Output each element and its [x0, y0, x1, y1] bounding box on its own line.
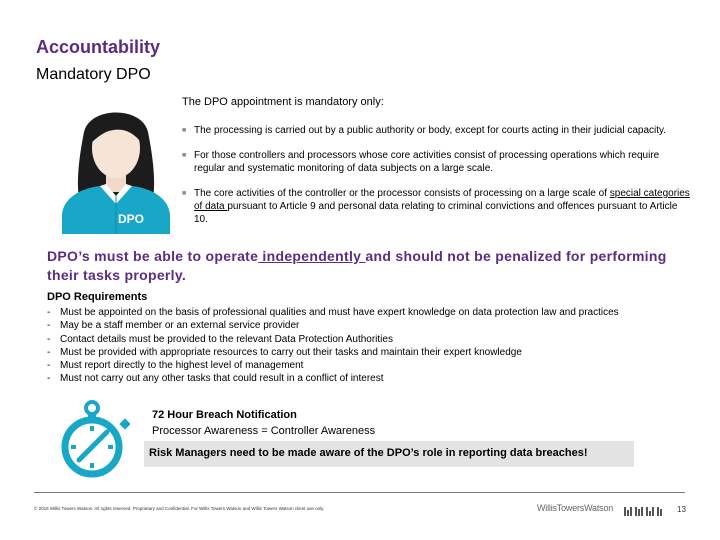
slide-subtitle: Mandatory DPO — [36, 66, 151, 83]
banner-text: Risk Managers need to be made aware of the DPO’s role in reporting data breaches! — [149, 447, 588, 459]
requirements-heading: DPO Requirements — [47, 291, 148, 303]
risk-managers-banner — [144, 441, 634, 467]
brand-mark-icon — [624, 503, 664, 512]
stopwatch-icon — [55, 400, 130, 480]
list-item: - Must be provided with appropriate resources to carry out their tasks and maintain their expert knowledge — [47, 346, 522, 358]
list-item: ■ The processing is carried out by a public authority or body, except for courts acting in their judicial capacity. — [182, 125, 667, 136]
dpo-label: DPO — [118, 212, 145, 226]
page-number: 13 — [677, 505, 686, 514]
footer-divider — [34, 492, 685, 493]
copyright-text: © 2016 Willis Towers Watson. All rights reserved. Proprietary and Confidential. For Willis Towers Watson and Willis Towers Watson client use only. — [34, 506, 325, 511]
intro-text: The DPO appointment is mandatory only: — [182, 96, 384, 108]
bullet-icon: ■ — [182, 190, 187, 197]
bullet-icon: ■ — [182, 152, 187, 159]
requirements-list — [47, 306, 619, 386]
special-categories-link: special categories of data — [194, 188, 690, 212]
list-item: - Must not carry out any other tasks that could result in a conflict of interest — [47, 373, 384, 385]
breach-subtitle: Processor Awareness = Controller Awareness — [152, 425, 376, 437]
list-item: - Contact details must be provided to the relevant Data Protection Authorities — [47, 333, 393, 345]
list-item: ■ The core activities of the controller or the processor consists of processing on a large scale of special categories of data pursuant to Article 9 and personal data relating to criminal convictions and offences pursuant to Article 10. — [182, 188, 690, 225]
bullet-icon: ■ — [182, 127, 187, 134]
list-item: - Must report directly to the highest level of management — [47, 360, 304, 372]
independence-statement: DPO’s must be able to operate independently and should not be penalized for performing their tasks properly. — [47, 248, 667, 283]
brand-logo: WillisTowersWatson — [537, 503, 614, 513]
list-item: ■ For those controllers and processors whose core activities consist of processing operations which require regular and systematic monitoring of data subjects on a large scale. — [182, 150, 660, 174]
mandatory-conditions-list — [182, 124, 692, 238]
list-item: - May be a staff member or an external service provider — [47, 320, 300, 332]
list-item: - Must be appointed on the basis of professional qualities and must have expert knowledge on data protection law and practices — [47, 307, 619, 318]
breach-title: 72 Hour Breach Notification — [152, 409, 297, 421]
slide-title: Accountability — [36, 37, 161, 57]
